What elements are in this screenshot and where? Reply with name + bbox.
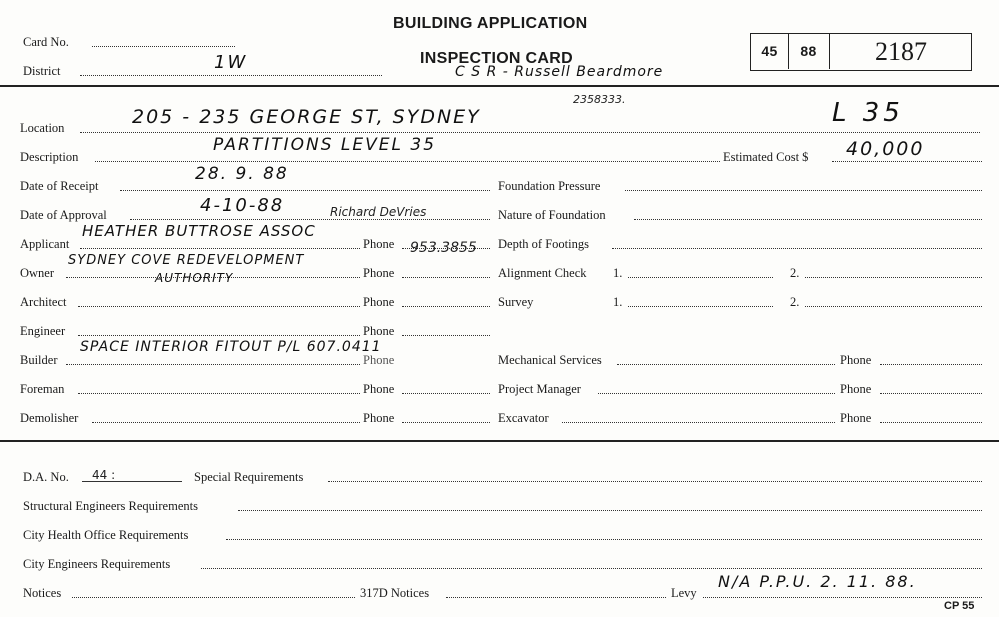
form-title: BUILDING APPLICATION: [393, 15, 588, 32]
foreman-phone-label: Phone: [363, 382, 395, 396]
health-requirements-label: City Health Office Requirements: [23, 528, 189, 542]
mechanical-services-label: Mechanical Services: [498, 353, 602, 367]
demolisher-phone-label: Phone: [363, 411, 395, 425]
owner-value-line2: AUTHORITY: [155, 271, 234, 285]
notices-label: Notices: [23, 586, 62, 600]
district-value: 1W: [214, 52, 248, 73]
estimated-cost-value: 40,000: [846, 138, 925, 160]
excavator-field[interactable]: [562, 422, 835, 423]
district-label: District: [23, 64, 61, 78]
survey-label: Survey: [498, 295, 534, 309]
alignment-check-opt2-label: 2.: [790, 266, 800, 280]
survey-opt1-label: 1.: [613, 295, 623, 309]
survey-opt2-field[interactable]: [805, 306, 982, 307]
date-of-approval-field[interactable]: [130, 219, 490, 220]
owner-value: SYDNEY COVE REDEVELOPMENT: [68, 253, 305, 268]
form-code: CP 55: [944, 600, 975, 612]
applicant-phone: 953.3855: [410, 240, 477, 256]
date-of-receipt-field[interactable]: [120, 190, 490, 191]
engineer-phone-field[interactable]: [402, 335, 490, 336]
alignment-check-opt2-field[interactable]: [805, 277, 982, 278]
ref-box-1: 45: [751, 34, 789, 69]
foundation-pressure-field[interactable]: [625, 190, 982, 191]
mechanical-services-phone-field[interactable]: [880, 364, 982, 365]
alignment-check-opt1-label: 1.: [613, 266, 623, 280]
applicant-phone-label: Phone: [363, 237, 395, 251]
description-field[interactable]: [95, 161, 720, 162]
card-no-field[interactable]: [92, 46, 235, 47]
foreman-phone-field[interactable]: [402, 393, 490, 394]
location-level: L 35: [832, 98, 904, 128]
excavator-label: Excavator: [498, 411, 549, 425]
owner-label: Owner: [20, 266, 55, 280]
applicant-field[interactable]: [80, 248, 360, 249]
notices-317d-field[interactable]: [446, 597, 666, 598]
survey-opt2-label: 2.: [790, 295, 800, 309]
depth-of-footings-label: Depth of Footings: [498, 237, 589, 251]
demolisher-label: Demolisher: [20, 411, 79, 425]
header-rule: [0, 85, 999, 87]
da-no-label: D.A. No.: [23, 470, 69, 484]
levy-field[interactable]: [703, 597, 982, 598]
form-subtitle: INSPECTION CARD: [420, 50, 573, 67]
city-engineers-field[interactable]: [201, 568, 982, 569]
description-label: Description: [20, 150, 79, 164]
applicant-value: HEATHER BUTTROSE ASSOC: [82, 222, 316, 240]
owner-phone-field[interactable]: [402, 277, 490, 278]
excavator-phone-label: Phone: [840, 411, 872, 425]
foreman-label: Foreman: [20, 382, 65, 396]
project-manager-phone-label: Phone: [840, 382, 872, 396]
engineer-phone-label: Phone: [363, 324, 395, 338]
architect-phone-field[interactable]: [402, 306, 490, 307]
project-manager-phone-field[interactable]: [880, 393, 982, 394]
ref-box-3: 2187: [875, 37, 927, 66]
builder-value: SPACE INTERIOR FITOUT P/L 607.0411: [80, 339, 382, 355]
nature-of-foundation-field[interactable]: [634, 219, 982, 220]
architect-field[interactable]: [78, 306, 360, 307]
da-no-value: 44 :: [92, 468, 116, 482]
structural-requirements-label: Structural Engineers Requirements: [23, 499, 198, 513]
title-handwriting: C S R - Russell Beardmore: [455, 64, 664, 80]
project-manager-label: Project Manager: [498, 382, 581, 396]
location-note: 2358333.: [573, 93, 626, 106]
location-value: 205 - 235 GEORGE ST, SYDNEY: [132, 106, 481, 128]
demolisher-field[interactable]: [92, 422, 360, 423]
fields-rule: [0, 440, 999, 442]
nature-of-foundation-label: Nature of Foundation: [498, 208, 606, 222]
district-field[interactable]: [80, 75, 382, 76]
levy-value: N/A P.P.U. 2. 11. 88.: [718, 572, 917, 591]
date-of-approval-label: Date of Approval: [20, 208, 107, 222]
reference-box: [750, 33, 972, 71]
date-of-receipt-label: Date of Receipt: [20, 179, 99, 193]
foundation-pressure-label: Foundation Pressure: [498, 179, 601, 193]
mechanical-services-field[interactable]: [617, 364, 835, 365]
excavator-phone-field[interactable]: [880, 422, 982, 423]
survey-opt1-field[interactable]: [628, 306, 773, 307]
builder-field[interactable]: [66, 364, 360, 365]
location-field[interactable]: [80, 132, 980, 133]
foreman-field[interactable]: [78, 393, 360, 394]
applicant-label: Applicant: [20, 237, 70, 251]
builder-phone-label: Phone: [363, 353, 395, 367]
architect-label: Architect: [20, 295, 67, 309]
notices-field[interactable]: [72, 597, 355, 598]
special-requirements-label: Special Requirements: [194, 470, 304, 484]
depth-of-footings-field[interactable]: [612, 248, 982, 249]
mechanical-services-phone-label: Phone: [840, 353, 872, 367]
structural-requirements-field[interactable]: [238, 510, 982, 511]
demolisher-phone-field[interactable]: [402, 422, 490, 423]
ref-box-2: 88: [788, 34, 830, 69]
project-manager-field[interactable]: [598, 393, 835, 394]
engineer-label: Engineer: [20, 324, 66, 338]
engineer-field[interactable]: [78, 335, 360, 336]
health-requirements-field[interactable]: [226, 539, 982, 540]
alignment-check-opt1-field[interactable]: [628, 277, 773, 278]
architect-phone-label: Phone: [363, 295, 395, 309]
estimated-cost-label: Estimated Cost $: [723, 150, 809, 164]
estimated-cost-field[interactable]: [832, 161, 982, 162]
approval-signature: Richard DeVries: [330, 205, 427, 219]
card-no-label: Card No.: [23, 35, 69, 49]
date-of-approval-value: 4-10-88: [200, 195, 285, 216]
description-value: PARTITIONS LEVEL 35: [213, 135, 437, 155]
owner-phone-label: Phone: [363, 266, 395, 280]
levy-label: Levy: [671, 586, 697, 600]
special-requirements-field[interactable]: [328, 481, 982, 482]
notices-317d-label: 317D Notices: [360, 586, 430, 600]
alignment-check-label: Alignment Check: [498, 266, 587, 280]
location-label: Location: [20, 121, 65, 135]
date-of-receipt-value: 28. 9. 88: [195, 164, 289, 184]
city-engineers-label: City Engineers Requirements: [23, 557, 171, 571]
builder-label: Builder: [20, 353, 58, 367]
